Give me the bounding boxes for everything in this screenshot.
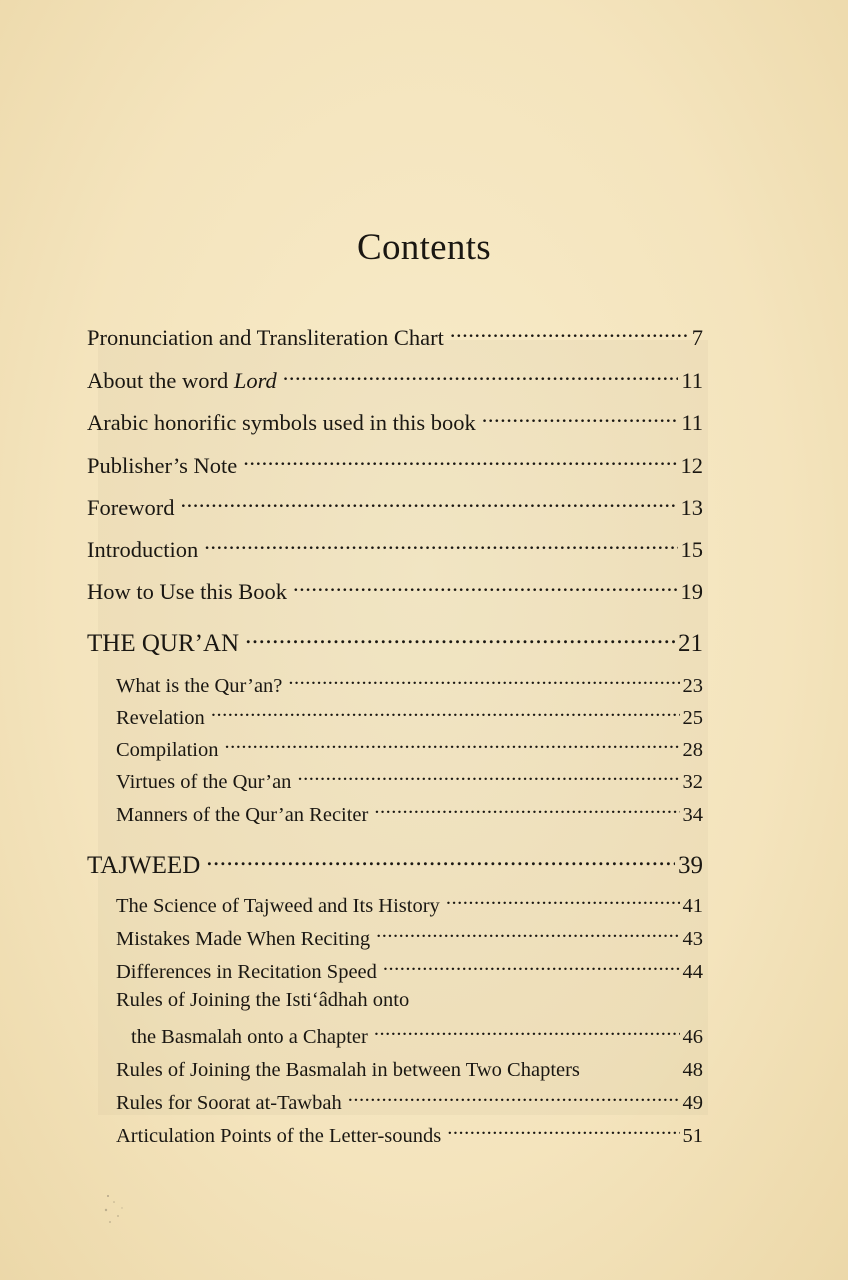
toc-subentry[interactable] <box>116 767 703 794</box>
toc-entry-label: Pronunciation and Transliteration Chart <box>87 324 444 350</box>
toc-entry-page: 12 <box>680 452 703 478</box>
dot-leader <box>243 450 677 473</box>
dot-leader <box>376 924 679 945</box>
toc-entry-label: Foreword <box>87 494 175 520</box>
toc-subentry-label: Manners of the Qur’an Reciter <box>116 803 369 826</box>
toc-subentry[interactable] <box>116 703 703 730</box>
toc-entry-page: 11 <box>681 367 703 393</box>
toc-subentry[interactable] <box>116 1055 703 1082</box>
toc-entry-page: 13 <box>680 494 703 520</box>
toc-entry-label: Introduction <box>87 536 199 562</box>
toc-entry-page: 19 <box>680 578 703 604</box>
toc-entry[interactable] <box>87 576 703 605</box>
toc-subentry-label-continued: the Basmalah onto a Chapter <box>131 1025 368 1048</box>
toc-subentry-first-line[interactable] <box>116 989 703 1012</box>
paper-specks <box>100 1190 140 1235</box>
toc-entry[interactable] <box>87 492 703 521</box>
toc-entry-label: Publisher’s Note <box>87 452 238 478</box>
toc-entry-label: How to Use this Book <box>87 578 288 604</box>
dot-leader <box>288 671 679 692</box>
toc-subentry-page: 49 <box>682 1091 703 1114</box>
toc-subentry-label: What is the Qur’an? <box>116 674 283 697</box>
toc-subentry-label: Virtues of the Qur’an <box>116 770 292 793</box>
toc-section-label: TAJWEED <box>87 852 201 879</box>
toc-subentry-page: 51 <box>682 1124 703 1147</box>
dot-leader <box>225 735 680 756</box>
dot-leader <box>450 322 689 345</box>
toc-entry-page: 7 <box>691 324 703 350</box>
toc-entry[interactable] <box>87 534 703 563</box>
toc-subentry-label: Revelation <box>116 706 205 729</box>
dot-leader <box>383 957 680 978</box>
toc-subentry-page: 32 <box>682 770 703 793</box>
toc-subentry[interactable] <box>116 1121 703 1148</box>
toc-entry[interactable] <box>87 407 703 436</box>
toc-subentry-label: Rules of Joining the Isti‘âdhah onto <box>116 989 410 1011</box>
toc-subentry-page: 34 <box>682 803 703 826</box>
toc-entry[interactable] <box>87 450 703 479</box>
toc-subentry-page: 23 <box>682 674 703 697</box>
dot-leader <box>180 492 677 515</box>
toc-subentry[interactable] <box>116 924 703 951</box>
toc-subentry[interactable] <box>116 957 703 984</box>
dot-leader <box>293 576 677 599</box>
dot-leader <box>206 848 675 873</box>
dot-leader <box>374 1022 680 1043</box>
dot-leader <box>283 365 679 388</box>
toc-section-tajweed[interactable] <box>87 848 703 880</box>
dot-leader <box>374 800 679 821</box>
toc-subentry-label: Differences in Recitation Speed <box>116 960 377 983</box>
toc-subentry-label: The Science of Tajweed and Its History <box>116 894 440 917</box>
toc-entry-page: 11 <box>681 409 703 435</box>
toc-subentry-page: 44 <box>682 960 703 983</box>
toc-entry-label: About the word Lord <box>87 367 277 393</box>
toc-subentry-label: Mistakes Made When Reciting <box>116 927 371 950</box>
dot-leader <box>482 407 679 430</box>
dot-leader <box>446 891 680 912</box>
toc-subentry[interactable] <box>116 1088 703 1115</box>
toc-entry-page: 15 <box>680 536 703 562</box>
toc-entry[interactable] <box>87 365 703 394</box>
toc-subentry-label: Rules of Joining the Basmalah in between Two Chapters <box>116 1058 580 1081</box>
toc-entry[interactable] <box>87 322 703 351</box>
dot-leader <box>297 767 679 788</box>
dot-leader <box>348 1088 680 1109</box>
toc-subentry-continued[interactable] <box>131 1022 703 1049</box>
toc-subentry-label: Compilation <box>116 738 219 761</box>
page-title: Contents <box>357 227 491 268</box>
dot-leader <box>447 1121 679 1142</box>
toc-subentry-page: 25 <box>682 706 703 729</box>
toc-subentry-label: Articulation Points of the Letter-sounds <box>116 1124 442 1147</box>
dot-leader <box>586 1055 680 1076</box>
toc-subentry-page: 41 <box>682 894 703 917</box>
toc-subentry[interactable] <box>116 735 703 762</box>
dot-leader <box>211 703 680 724</box>
toc-subentry-page: 48 <box>682 1058 703 1081</box>
toc-subentry[interactable] <box>116 671 703 698</box>
toc-subentry-label: Rules for Soorat at-Tawbah <box>116 1091 342 1114</box>
toc-subentry[interactable] <box>116 891 703 918</box>
toc-subentry-page: 28 <box>682 738 703 761</box>
toc-entry-label: Arabic honorific symbols used in this book <box>87 409 476 435</box>
toc-section-page: 21 <box>678 630 703 657</box>
toc-section-label: THE QUR’AN <box>87 630 240 657</box>
toc-subentry-page: 46 <box>682 1025 703 1048</box>
dot-leader <box>245 626 675 651</box>
toc-subentry-page: 43 <box>682 927 703 950</box>
toc-section-page: 39 <box>678 852 703 879</box>
toc-subentry[interactable] <box>116 800 703 827</box>
dot-leader <box>204 534 677 557</box>
toc-section-quran[interactable] <box>87 626 703 658</box>
